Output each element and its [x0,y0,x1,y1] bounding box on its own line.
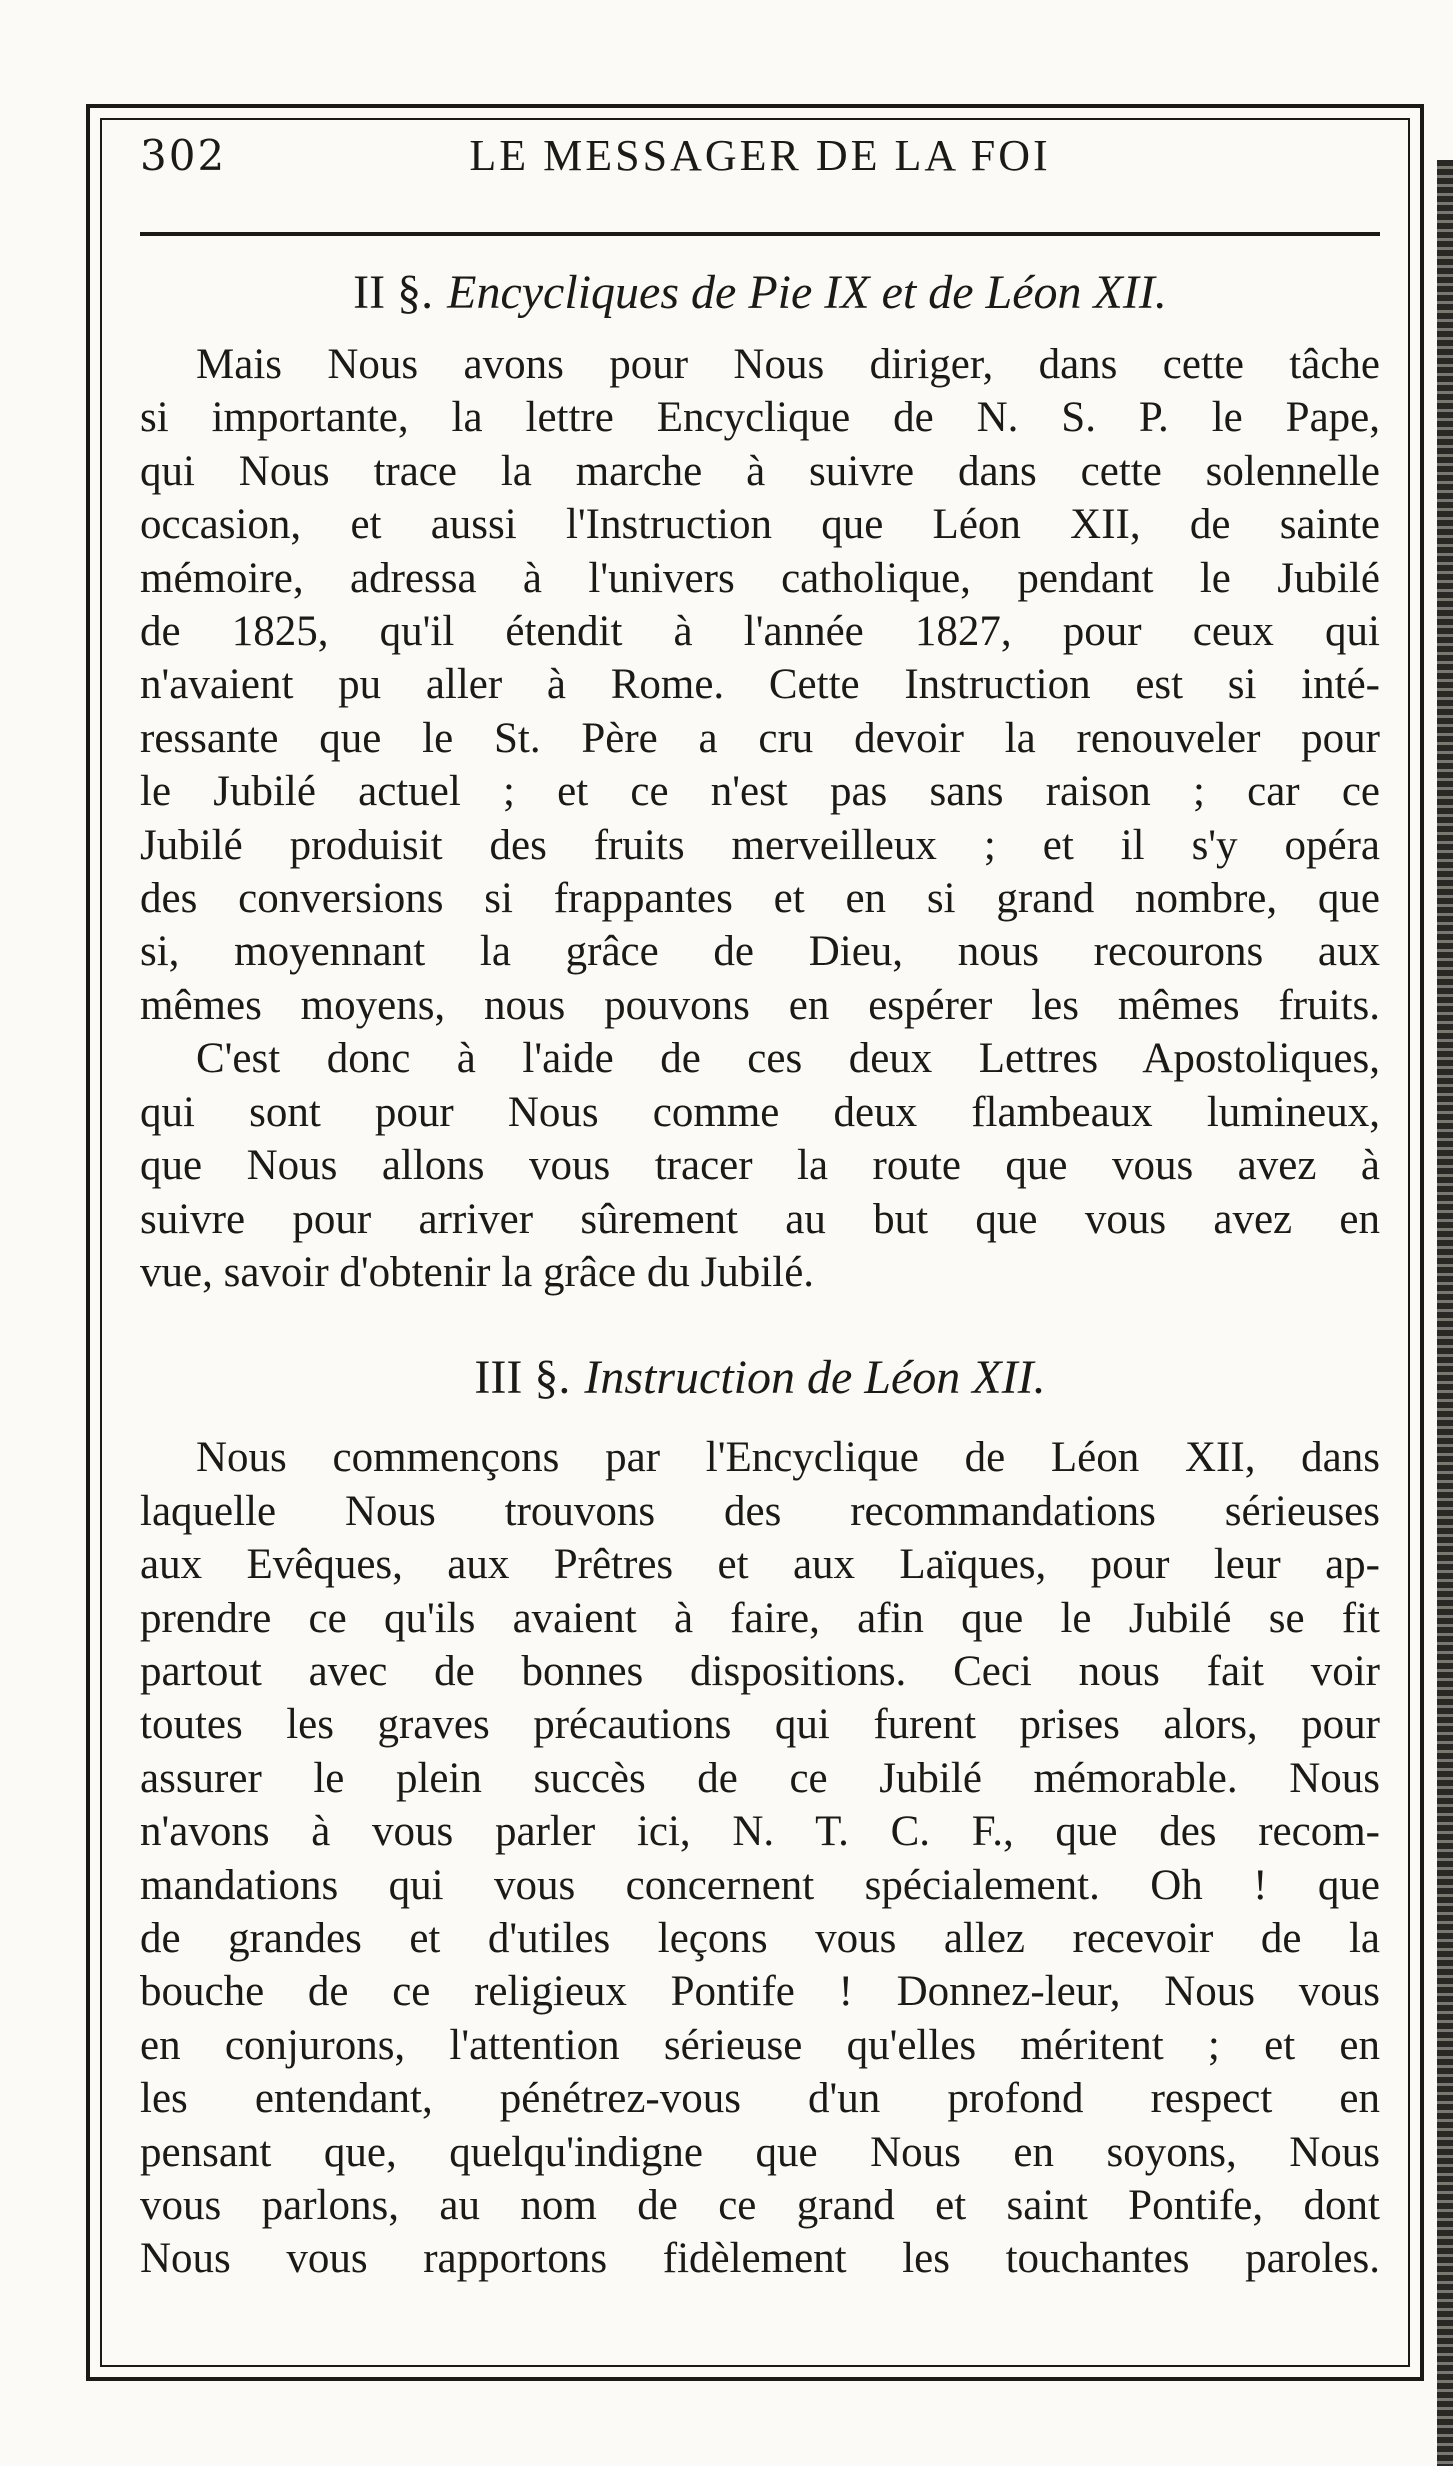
page-number: 302 [140,131,227,180]
section-heading-3 [140,1343,1380,1413]
text-line: prendre ce qu'ils avaient à faire, afin que le Jubilé se fit [140,1594,1380,1642]
text-line: n'avons à vous parler ici, N. T. C. F., que des recom- [140,1808,1380,1856]
text-line: Jubilé produisit des fruits merveilleux ; et il s'y opéra [140,821,1380,869]
header-rule [140,232,1380,236]
text-line: mémoire, adressa à l'univers catholique, pendant le Jubilé [140,554,1380,602]
text-line: si importante, la lettre Encyclique de N. S. P. le Pape, [140,394,1380,442]
text-line: Mais Nous avons pour Nous diriger, dans cette tâche [196,341,1380,388]
text-line: mêmes moyens, nous pouvons en espérer les mêmes fruits. [140,981,1380,1029]
text-line: laquelle Nous trouvons des recommandations sérieuses [140,1487,1380,1535]
text-line: en conjurons, l'attention sérieuse qu'elles méritent ; et en [140,2021,1380,2069]
text-line: Nous commençons par l'Encyclique de Léon XII, dans [196,1434,1380,1482]
text-line: que Nous allons vous tracer la route que vous avez à [140,1142,1380,1190]
text-line: n'avaient pu aller à Rome. Cette Instruction est si inté- [140,661,1380,709]
text-line: C'est donc à l'aide de ces deux Lettres Apostoliques, [196,1035,1380,1083]
text-line: occasion, et aussi l'Instruction que Léon XII, de sainte [140,501,1380,549]
section-title: Encycliques de Pie IX et de Léon XII. [447,266,1167,319]
text-line: qui Nous trace la marche à suivre dans cette solennelle [140,447,1380,495]
text-line: des conversions si frappantes et en si grand nombre, que [140,875,1380,923]
text-line: suivre pour arriver sûrement au but que vous avez en [140,1195,1380,1243]
text-line: qui sont pour Nous comme deux flambeaux lumineux, [140,1088,1380,1136]
text-line: assurer le plein succès de ce Jubilé mémorable. Nous [140,1754,1380,1802]
paragraph [140,1431,1380,2286]
section-number: III §. [474,1351,571,1405]
scan-edge-shadow [1437,160,1453,2466]
page-header [140,130,1380,214]
paragraph [140,1032,1380,1299]
text-line: pensant que, quelqu'indigne que Nous en soyons, Nous [140,2128,1380,2176]
section-spacer [140,1299,1380,1339]
text-line: de grandes et d'utiles leçons vous allez recevoir de la [140,1914,1380,1962]
section-title: Instruction de Léon XII. [584,1351,1046,1405]
section-heading-2 [140,258,1380,328]
text-line: partout avec de bonnes dispositions. Ceci nous fait voir [140,1647,1380,1695]
text-line: toutes les graves précautions qui furent prises alors, pour [140,1701,1380,1749]
paragraph [140,338,1380,1032]
text-line: Nous vous rapportons fidèlement les touchantes paroles. [140,2235,1380,2283]
text-line: de 1825, qu'il étendit à l'année 1827, pour ceux qui [140,608,1380,656]
text-line: vous parlons, au nom de ce grand et saint Pontife, dont [140,2182,1380,2229]
text-line: les entendant, pénétrez-vous d'un profond respect en [140,2075,1380,2123]
running-title: LE MESSAGER DE LA FOI [469,131,1051,180]
page-content [140,130,1380,2286]
text-line: aux Evêques, aux Prêtres et aux Laïques, pour leur ap- [140,1541,1380,1589]
section-number: II §. [353,266,434,319]
text-line: vue, savoir d'obtenir la grâce du Jubilé. [140,1248,815,1296]
text-line: mandations qui vous concernent spécialement. Oh ! que [140,1861,1380,1909]
text-line: bouche de ce religieux Pontife ! Donnez-leur, Nous vous [140,1968,1380,2016]
text-line: ressante que le St. Père a cru devoir la renouveler pour [140,714,1380,762]
text-line: le Jubilé actuel ; et ce n'est pas sans raison ; car ce [140,768,1380,816]
text-line: si, moyennant la grâce de Dieu, nous recourons aux [140,928,1380,976]
